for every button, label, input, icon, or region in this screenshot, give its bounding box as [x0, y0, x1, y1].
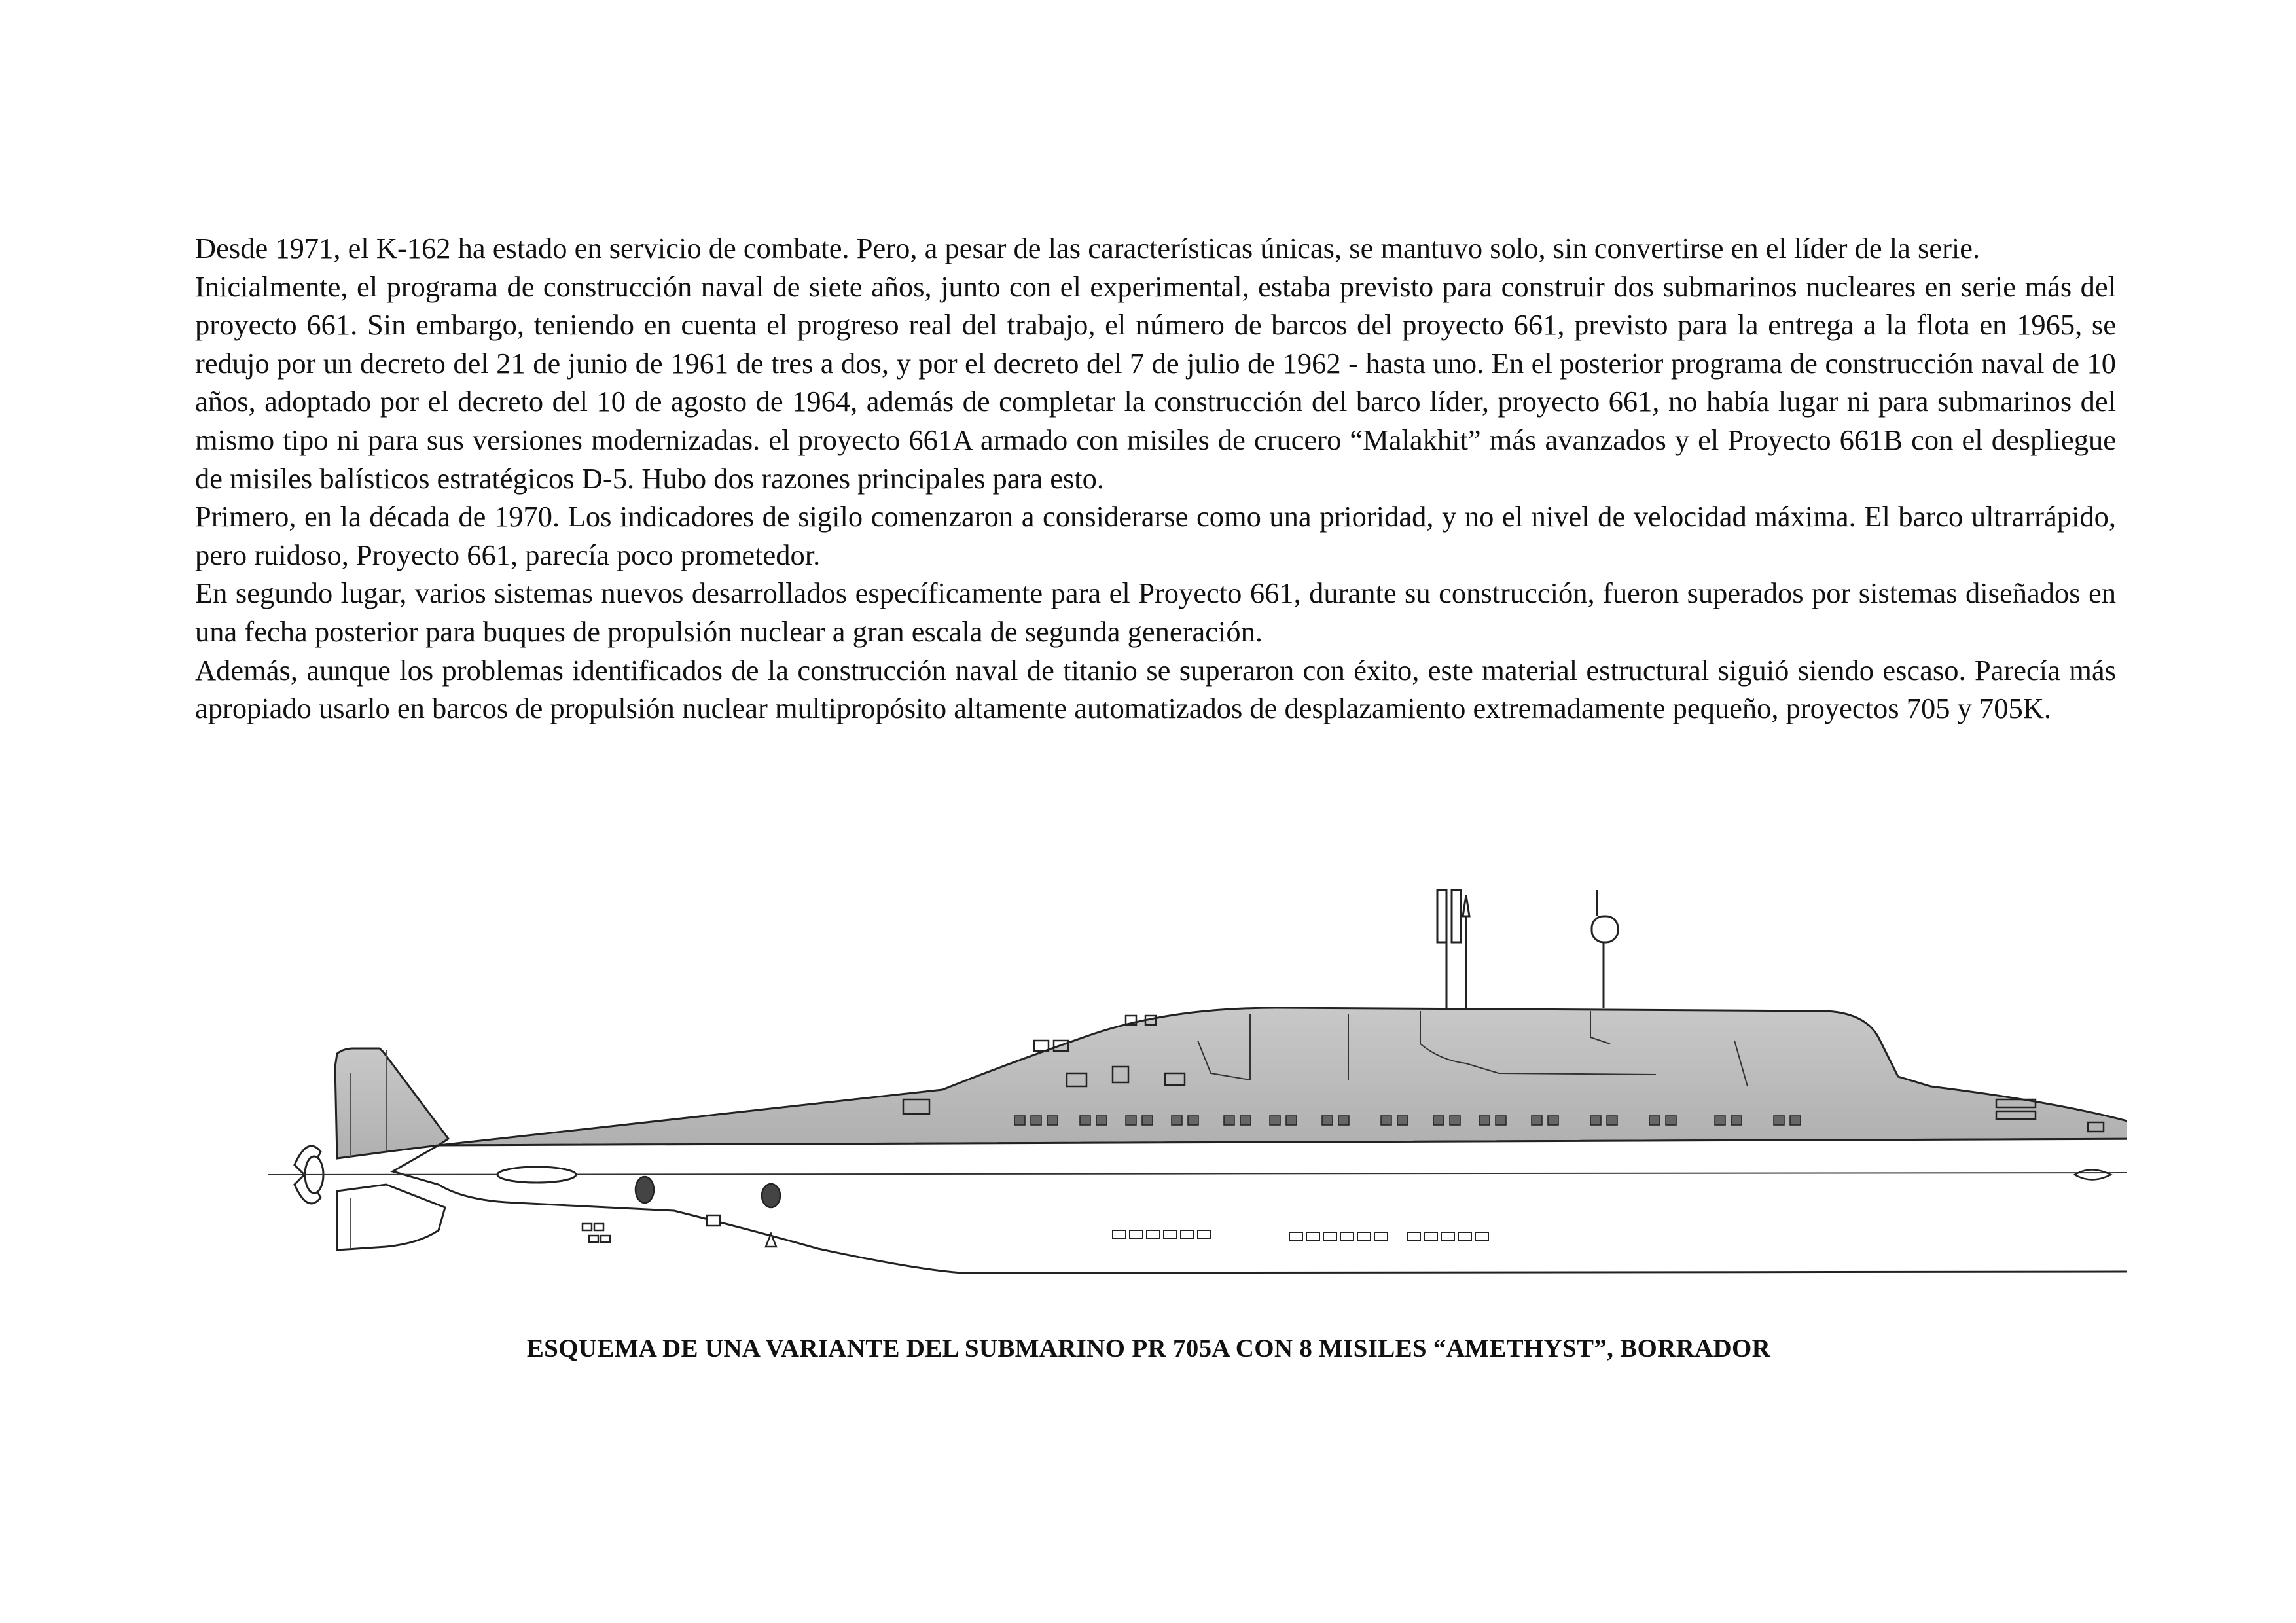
lower-tail-fin	[337, 1185, 445, 1250]
paragraph-1: Desde 1971, el K-162 ha estado en servicio de combate. Pero, a pesar de las características únicas, se mantuvo solo, sin convertirse en el líder de la serie.	[195, 232, 1981, 264]
figure-caption: ESQUEMA DE UNA VARIANTE DEL SUBMARINO PR 705A CON 8 MISILES “AMETHYST”, BORRADOR	[526, 1334, 1771, 1363]
paragraph-4: En segundo lugar, varios sistemas nuevos desarrollados específicamente para el Proyecto 661, durante su construcción, fueron superados por sistemas diseñados en una fecha posterior para buques de propulsión nuclear a gran escala de segunda generación.	[195, 577, 2116, 648]
submarine-schematic	[190, 877, 2127, 1309]
body-text	[195, 229, 2116, 728]
paragraph-2: Inicialmente, el programa de construcción naval de siete años, junto con el experimental, estaba previsto para construir dos submarinos nucleares en serie más del proyecto 661. Sin embargo, teniendo en cuenta el progreso real del trabajo, el número de barcos del proyecto 661, previsto para la entrega a la flota en 1965, se redujo por un decreto del 21 de junio de 1961 de tres a dos, y por el decreto del 7 de julio de 1962 - hasta uno. En el posterior programa de construcción naval de 10 años, adoptado por el decreto del 10 de agosto de 1964, además de completar la construcción del barco líder, proyecto 661, no había lugar ni para submarinos del mismo tipo ni para sus versiones modernizadas. el proyecto 661A armado con misiles de crucero “Malakhit” más avanzados y el Proyecto 661B con el despliegue de misiles balísticos estratégicos D-5. Hubo dos razones principales para esto.	[195, 270, 2116, 495]
submarine-drawing	[190, 877, 2127, 1309]
missile-hatches	[1113, 1230, 1488, 1240]
upper-tail-fin	[335, 1048, 448, 1158]
upper-hull	[439, 1008, 2127, 1145]
paragraph-5: Además, aunque los problemas identificados de la construcción naval de titanio se superaron con éxito, este material estructural siguió siendo escaso. Parecía más apropiado usarlo en barcos de propulsión nuclear multipropósito altamente automatizados de desplazamiento extremadamente pequeño, proyectos 705 y 705K.	[195, 653, 2116, 725]
lower-hull	[393, 1139, 2127, 1273]
paragraph-3: Primero, en la década de 1970. Los indicadores de sigilo comenzaron a considerarse como una prioridad, y no el nivel de velocidad máxima. El barco ultrarrápido, pero ruidoso, Proyecto 661, parecía poco prometedor.	[195, 500, 2116, 571]
masts	[1437, 890, 1618, 1008]
